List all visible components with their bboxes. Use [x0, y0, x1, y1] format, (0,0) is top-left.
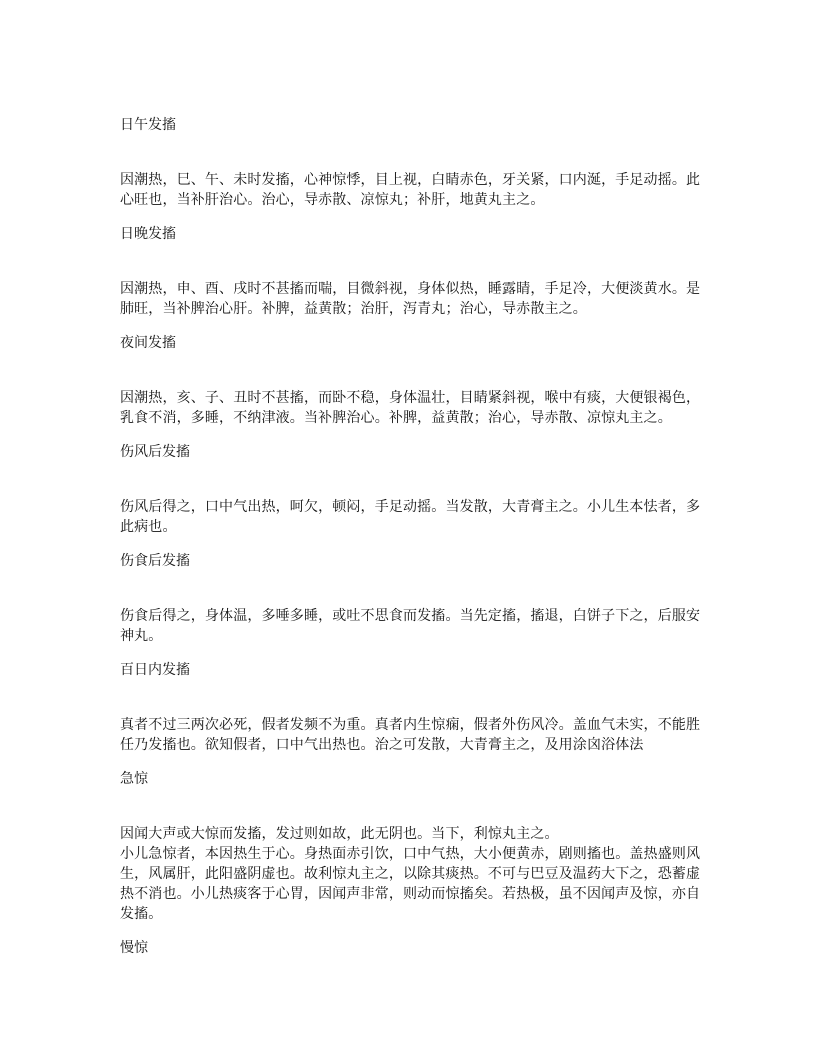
paragraph	[120, 716, 720, 756]
section	[120, 225, 720, 320]
section-heading: 伤食后发搐	[120, 554, 190, 569]
section-heading: 慢惊	[120, 941, 148, 956]
text-line: 伤风后得之，口中气出热，呵欠，顿闷，手足动摇。当发散，大青膏主之。小儿生本怯者，多	[120, 500, 701, 515]
paragraph	[120, 280, 720, 320]
paragraph	[120, 171, 720, 211]
text-line: 小儿急惊者，本因热生于心。身热面赤引饮，口中气热，大小便黄赤，剧则搐也。盖热盛则风	[120, 847, 701, 862]
section-heading: 日晚发搐	[120, 227, 176, 242]
text-line: 乳食不消，多睡，不纳津液。当补脾治心。补脾，益黄散；治心，导赤散、凉惊丸主之。	[120, 411, 672, 426]
paragraph	[120, 825, 720, 845]
document-body	[120, 116, 720, 994]
paragraph	[120, 389, 720, 429]
section-heading: 夜间发搐	[120, 336, 176, 351]
text-line: 神丸。	[120, 629, 163, 644]
text-line: 因潮热，亥、子、丑时不甚搐，而卧不稳，身体温壮，目睛紧斜视，喉中有痰，大便银褐色，	[120, 391, 701, 406]
section	[120, 116, 720, 211]
text-line: 此病也。	[120, 520, 177, 535]
text-line: 任乃发搐也。欲知假者，口中气出热也。治之可发散，大青膏主之，及用涂囟浴体法	[120, 738, 644, 753]
text-line: 心旺也，当补肝治心。治心，导赤散、凉惊丸；补肝，地黄丸主之。	[120, 193, 545, 208]
paragraph	[120, 845, 720, 925]
section-heading: 百日内发搐	[120, 663, 190, 678]
section	[120, 939, 720, 959]
section-heading: 伤风后发搐	[120, 445, 190, 460]
text-line: 因闻大声或大惊而发搐，发过则如故，此无阴也。当下，利惊丸主之。	[120, 827, 559, 842]
section-heading: 急惊	[120, 772, 148, 787]
text-line: 生，风属肝，此阳盛阴虚也。故利惊丸主之，以除其痰热。不可与巴豆及温药大下之，恐蓄虚	[120, 867, 701, 882]
text-line: 因潮热，巳、午、未时发搐，心神惊悸，目上视，白睛赤色，牙关紧，口内涎，手足动摇。此	[120, 173, 701, 188]
section	[120, 443, 720, 538]
section	[120, 552, 720, 647]
text-line: 热不消也。小儿热痰客于心胃，因闻声非常，则动而惊搐矣。若热极，虽不因闻声及惊，亦自	[120, 887, 701, 902]
section	[120, 770, 720, 925]
text-line: 真者不过三两次必死，假者发频不为重。真者内生惊痫，假者外伤风冷。盖血气未实，不能胜	[120, 718, 701, 733]
section	[120, 334, 720, 429]
text-line: 伤食后得之，身体温，多唾多睡，或吐不思食而发搐。当先定搐，搐退，白饼子下之，后服安	[120, 609, 701, 624]
paragraph	[120, 498, 720, 538]
text-line: 因潮热，申、酉、戌时不甚搐而喘，目微斜视，身体似热，睡露睛，手足冷，大便淡黄水。是	[120, 282, 701, 297]
section-heading: 日午发搐	[120, 118, 176, 133]
paragraph	[120, 607, 720, 647]
section	[120, 661, 720, 756]
text-line: 肺旺，当补脾治心肝。补脾，益黄散；治肝，泻青丸；治心，导赤散主之。	[120, 302, 587, 317]
text-line: 发搐。	[120, 907, 163, 922]
